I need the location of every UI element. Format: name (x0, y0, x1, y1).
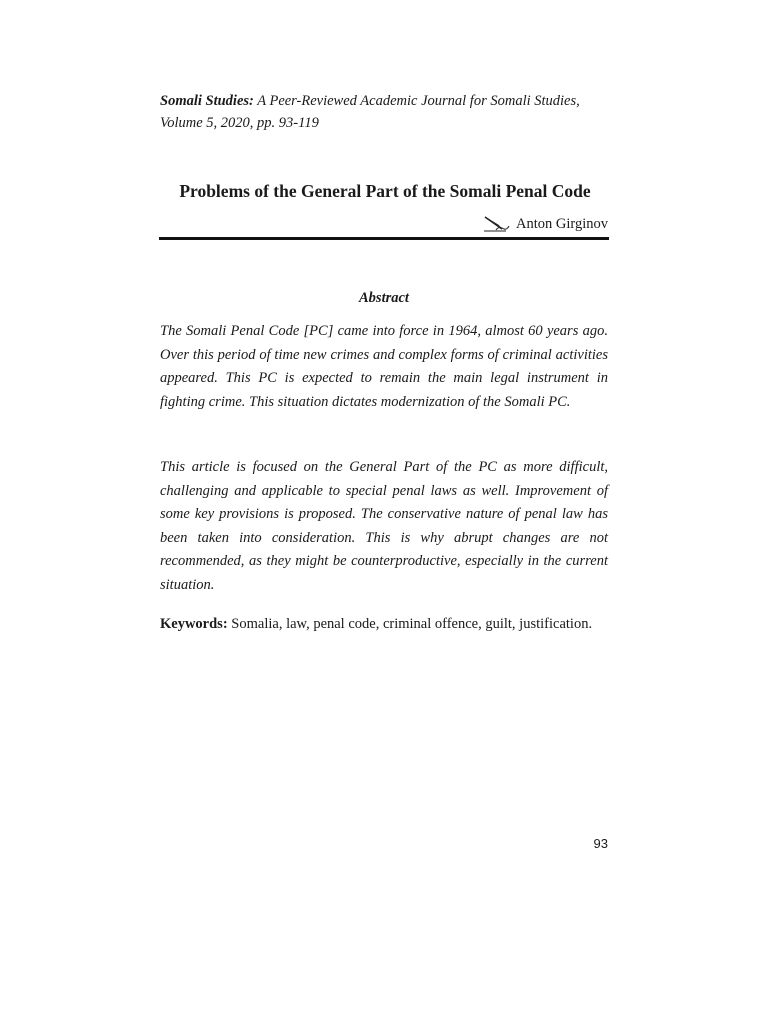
article-title: Problems of the General Part of the Somali Penal Code (179, 181, 591, 201)
keywords-line (160, 613, 608, 635)
page-number: 93 (593, 836, 608, 851)
header-divider (159, 237, 609, 240)
author-line (430, 214, 608, 234)
pen-writing-icon (482, 214, 510, 234)
abstract-paragraph-1: The Somali Penal Code [PC] came into force in 1964, almost 60 years ago. Over this period of time new crimes and complex forms of criminal activities appeared. This PC is expected to remain the main legal instrument in fighting crime. This situation dictates modernization of the Somali PC. (160, 323, 608, 410)
journal-header (160, 90, 610, 134)
journal-subtitle: A Peer-Reviewed Academic Journal for Somali Studies, (253, 93, 580, 109)
journal-volume-line: Volume 5, 2020, pp. 93-119 (160, 115, 319, 131)
abstract-heading: Abstract (359, 290, 409, 306)
author-name: Anton Girginov (516, 215, 608, 232)
abstract-paragraph-2: This article is focused on the General Part of the PC as more difficult, challenging and applicable to special penal laws as well. Improvement of some key provisions is proposed. The conservative nature of penal law has been taken into consideration. This is why abrupt changes are not recommended, as they might be counterproductive, especially in the current situation. (160, 459, 608, 593)
keywords-text: Somalia, law, penal code, criminal offence, guilt, justification. (227, 616, 593, 632)
journal-name: Somali Studies: (160, 93, 254, 109)
keywords-label: Keywords: (160, 616, 228, 632)
journal-title-line (160, 90, 610, 112)
